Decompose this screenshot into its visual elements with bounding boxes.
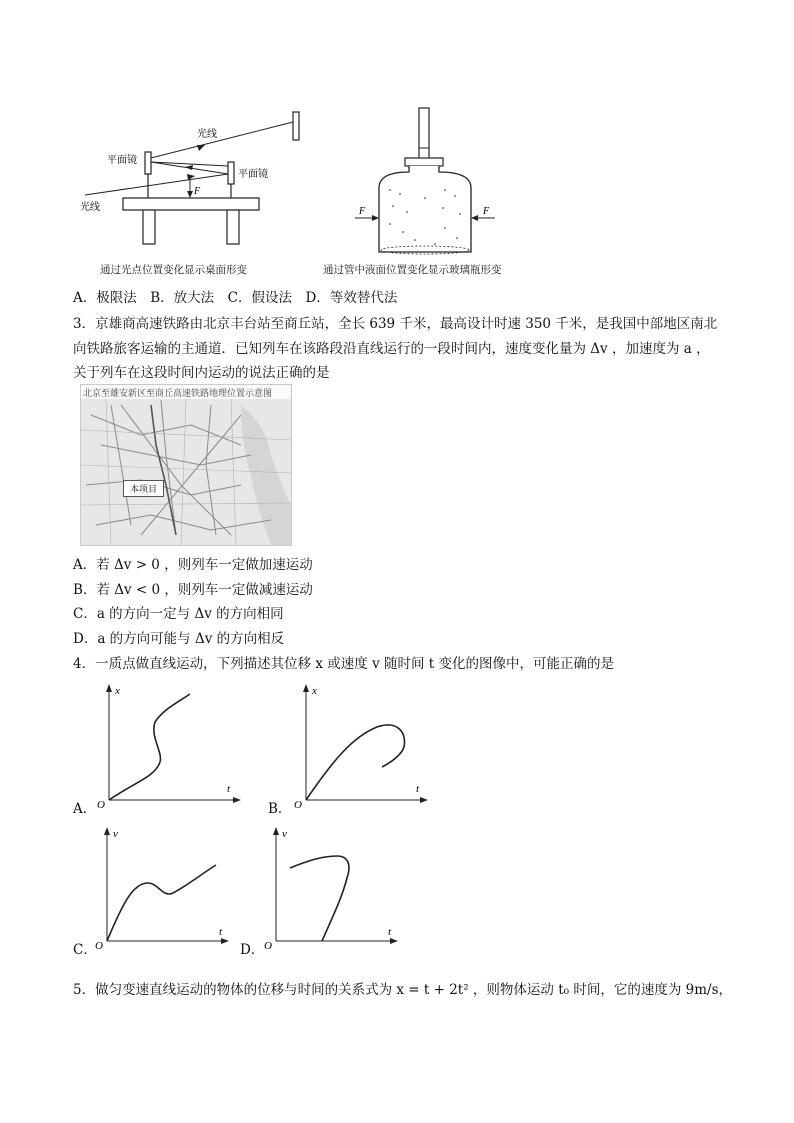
q4-stem: 4．一质点做直线运动，下列描述其位移 x 或速度 v 随时间 t 变化的图像中，可能正确的是 bbox=[73, 656, 615, 672]
mirror-table-figure bbox=[75, 100, 305, 260]
map-roads-graphic bbox=[81, 385, 291, 545]
graph-d bbox=[262, 823, 412, 953]
light-label-bottom: 光线 bbox=[80, 202, 100, 213]
q3-option-d: D．a 的方向可能与 Δv 的方向相反 bbox=[73, 631, 285, 647]
q3-option-c: C．a 的方向一定与 Δv 的方向相同 bbox=[73, 606, 284, 622]
graph-b-option: B． bbox=[268, 801, 292, 817]
map-title: 北京至雄安新区至商丘高速铁路地理位置示意图 bbox=[83, 389, 273, 399]
force-label: F bbox=[194, 186, 201, 197]
q3-option-a: A．若 Δv > 0 ，则列车一定做加速运动 bbox=[73, 557, 313, 573]
graph-c-origin: O bbox=[95, 940, 103, 952]
graph-c-y-label: v bbox=[113, 828, 118, 840]
q2-options: A．极限法 B．放大法 C．假设法 D．等效替代法 bbox=[73, 290, 398, 306]
graph-b-origin: O bbox=[294, 799, 302, 811]
graph-c-option: C． bbox=[73, 942, 97, 958]
graph-a-x-label: t bbox=[227, 783, 231, 795]
mirror-label-left: 平面镜 bbox=[107, 155, 137, 166]
q3-stem-line2: 向铁路旅客运输的主通道．已知列车在该路段沿直线运行的一段时间内，速度变化量为 Δv ，加速度为 a ， bbox=[73, 341, 710, 357]
graph-a-option: A． bbox=[73, 801, 97, 817]
graph-a-origin: O bbox=[97, 799, 105, 811]
graph-a-y-label: x bbox=[115, 685, 120, 697]
glass-bottle-figure bbox=[345, 100, 535, 260]
q3-stem-line3: 关于列车在这段时间内运动的说法正确的是 bbox=[73, 365, 330, 381]
q3-stem-line1: 3．京雄商高速铁路由北京丰台站至商丘站，全长 639 千米，最高设计时速 350 千米，是我国中部地区南北 bbox=[73, 316, 718, 332]
graph-c bbox=[93, 823, 243, 953]
q3-option-b: B．若 Δv < 0 ，则列车一定做减速运动 bbox=[73, 582, 313, 598]
graph-d-origin: O bbox=[264, 940, 272, 952]
graph-c-x-label: t bbox=[219, 926, 223, 938]
graph-d-x-label: t bbox=[388, 926, 392, 938]
graph-b-x-label: t bbox=[416, 783, 420, 795]
q5-stem: 5．做匀变速直线运动的物体的位移与时间的关系式为 x = t + 2t² ，则物体运动 t₀ 时间，它的速度为 9m/s， bbox=[73, 982, 733, 998]
graph-b-y-label: x bbox=[312, 685, 317, 697]
graph-b bbox=[292, 682, 442, 812]
graph-d-y-label: v bbox=[282, 828, 287, 840]
right-figure-caption: 通过管中液面位置变化显示玻璃瓶形变 bbox=[323, 264, 502, 276]
light-label-top: 光线 bbox=[197, 129, 217, 140]
map-project-label: 本项目 bbox=[123, 480, 164, 497]
force-label-right: F bbox=[483, 206, 490, 217]
railway-map bbox=[80, 384, 292, 546]
graph-d-option: D． bbox=[240, 942, 265, 958]
mirror-label-right: 平面镜 bbox=[238, 169, 268, 180]
graph-a bbox=[95, 682, 245, 812]
force-label-left: F bbox=[359, 206, 366, 217]
left-figure-caption: 通过光点位置变化显示桌面形变 bbox=[100, 264, 247, 276]
